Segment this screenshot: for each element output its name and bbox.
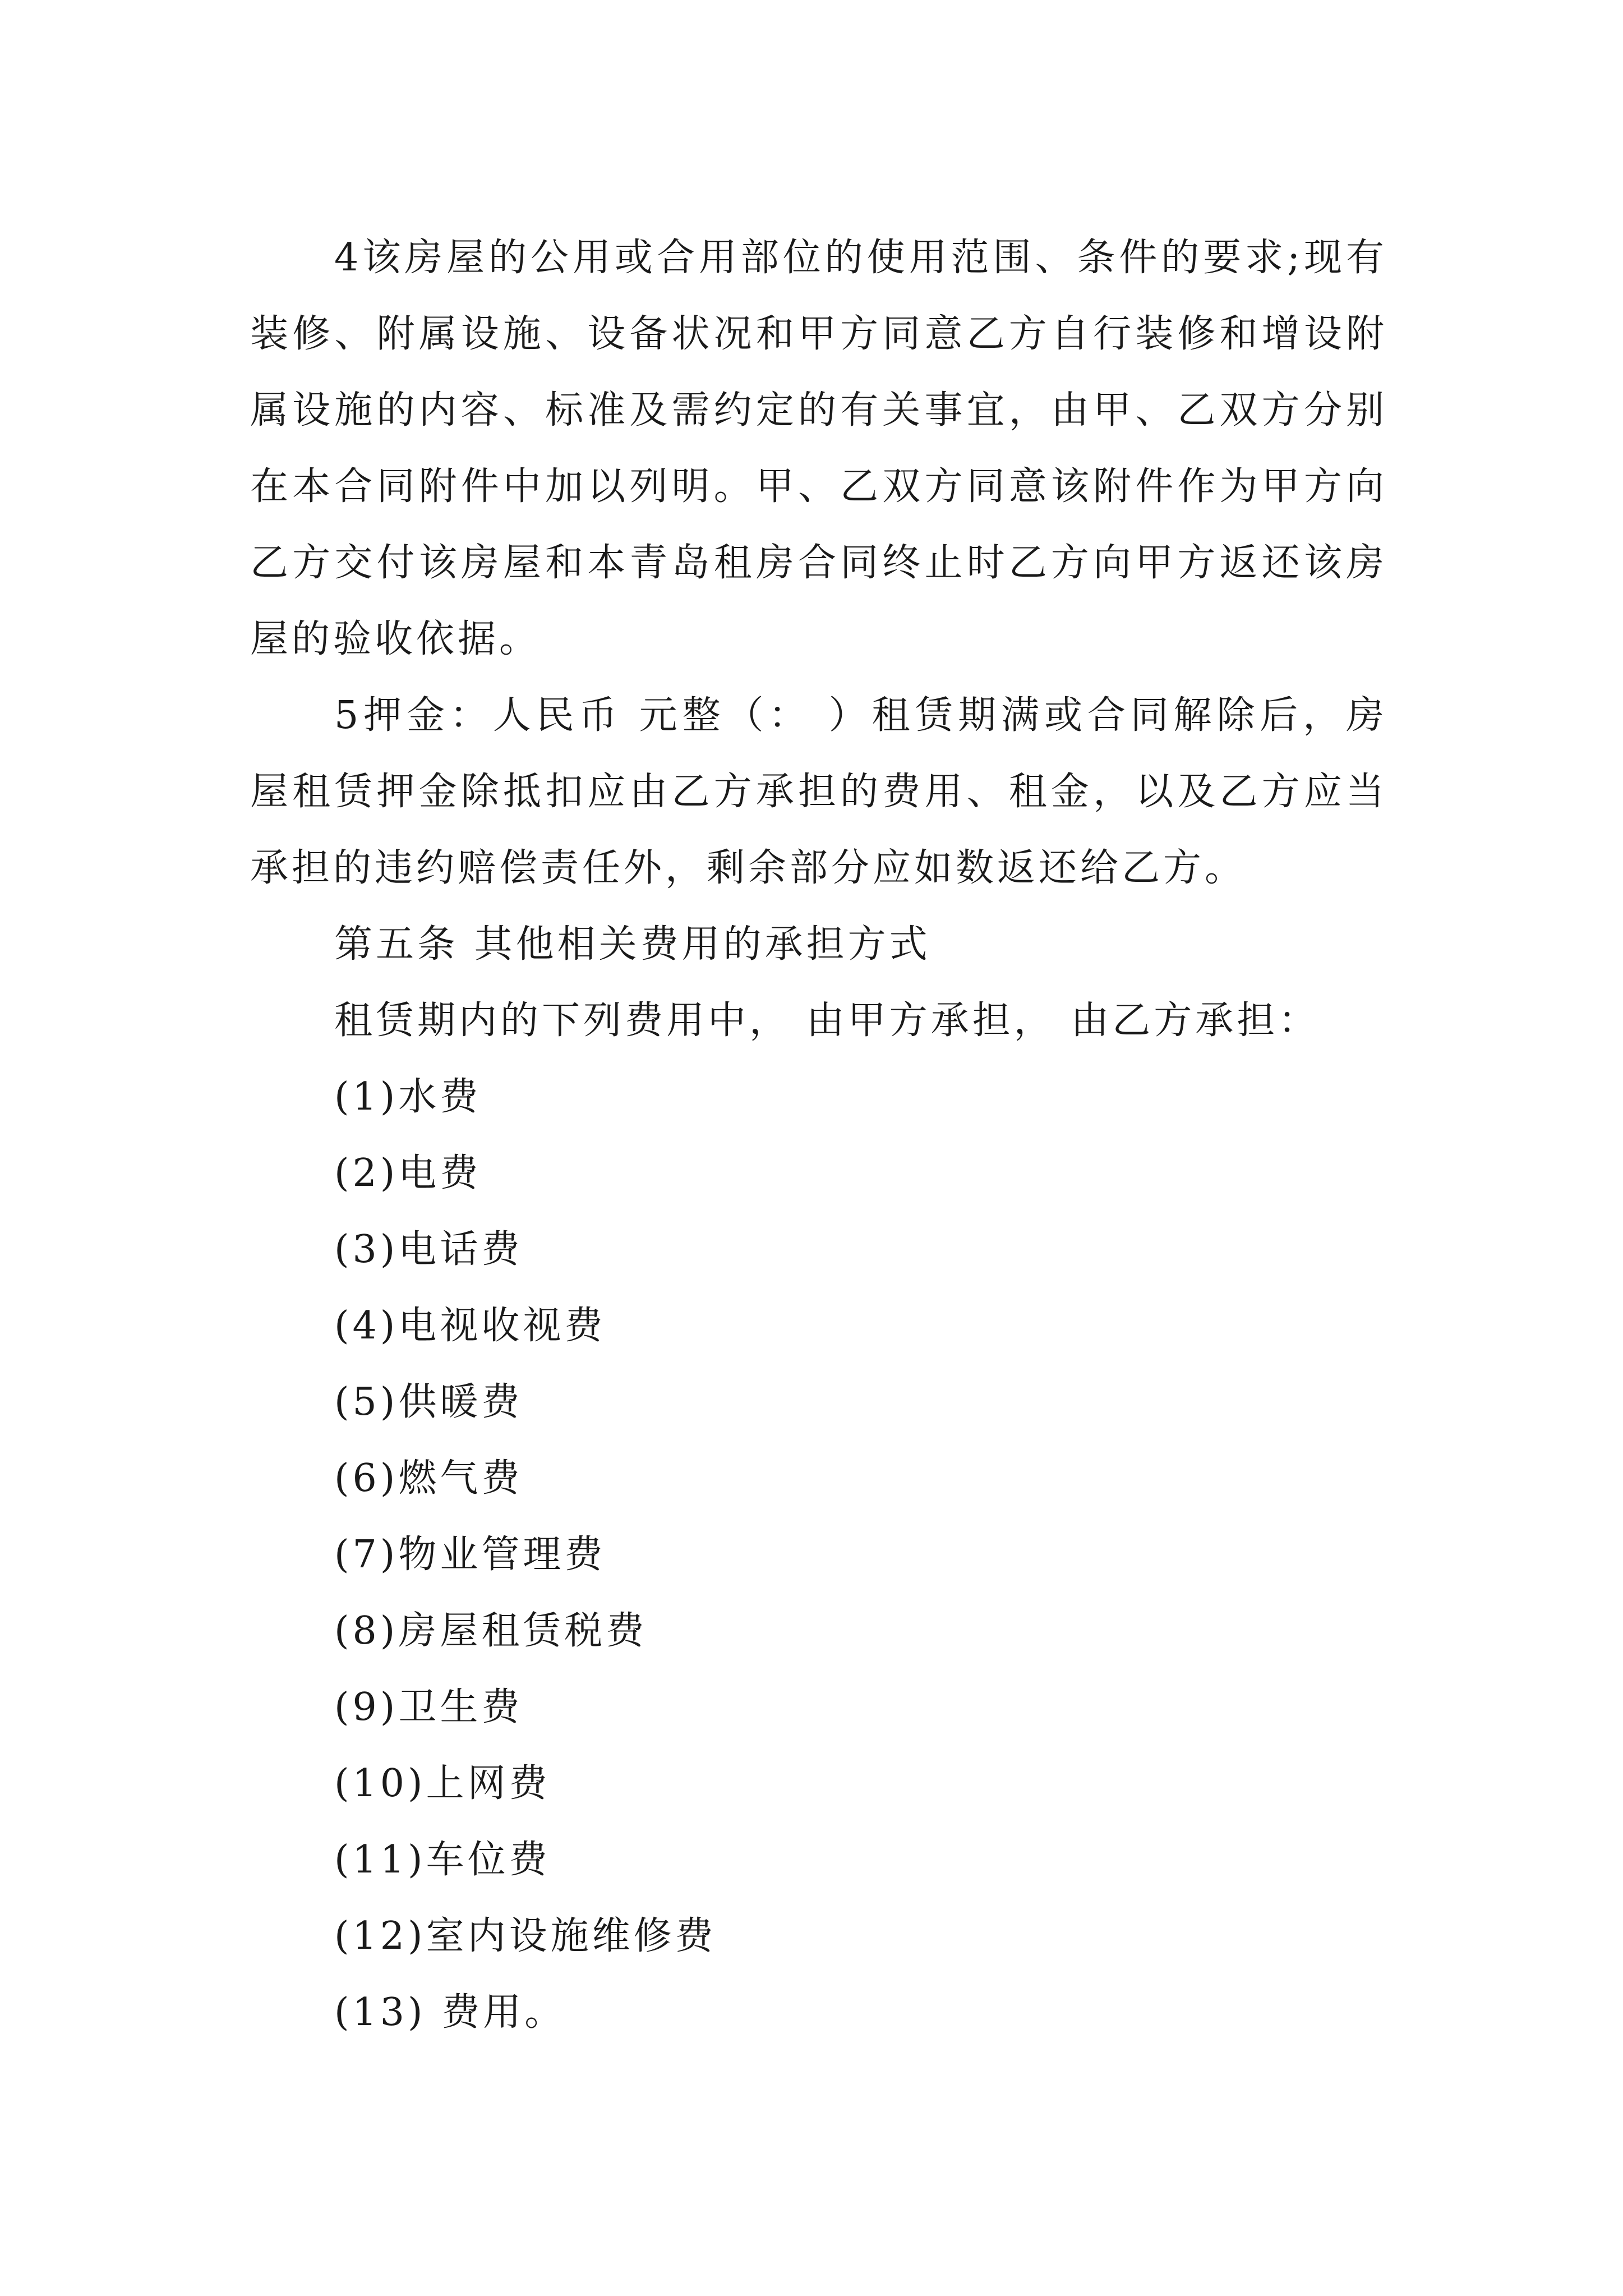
fee-item: (6)燃气费 [334,1456,523,1501]
fee-item: (1)水费 [334,1075,482,1119]
fee-item: (5)供暖费 [334,1380,523,1424]
fee-list [250,1059,1387,2051]
article-5-heading: 第五条 其他相关费用的承担方式 [334,922,931,967]
fee-item: (4)电视收视费 [334,1304,606,1348]
document-body [250,220,1387,2051]
fee-item: (2)电费 [334,1151,482,1195]
paragraph-item-5-deposit: 5押金：人民币 元整（： ）租赁期满或合同解除后，房屋租赁押金除抵扣应由乙方承担的费用、租金，以及乙方应当承担的违约赔偿责任外，剩余部分应如数返还给乙方。 [250,693,1387,890]
paragraph-item-4: 4该房屋的公用或合用部位的使用范围、条件的要求;现有装修、附属设施、设备状况和甲方同意乙方自行装修和增设附属设施的内容、标准及需约定的有关事宜，由甲、乙双方分别在本合同附件中加以列明。甲、乙双方同意该附件作为甲方向乙方交付该房屋和本青岛租房合同终止时乙方向甲方返还该房屋的验收依据。 [250,236,1387,661]
fee-item: (7)物业管理费 [334,1533,606,1577]
fee-item: (13) 费用。 [334,1990,566,2035]
fee-item: (12)室内设施维修费 [334,1914,717,1958]
fee-item: (8)房屋租赁税费 [334,1609,648,1653]
fee-item: (3)电话费 [334,1227,523,1272]
article-5-intro: 租赁期内的下列费用中， 由甲方承担， 由乙方承担： [334,999,1320,1043]
fee-item: (11)车位费 [334,1838,551,1882]
fee-item: (9)卫生费 [334,1685,523,1729]
fee-item: (10)上网费 [334,1761,551,1806]
